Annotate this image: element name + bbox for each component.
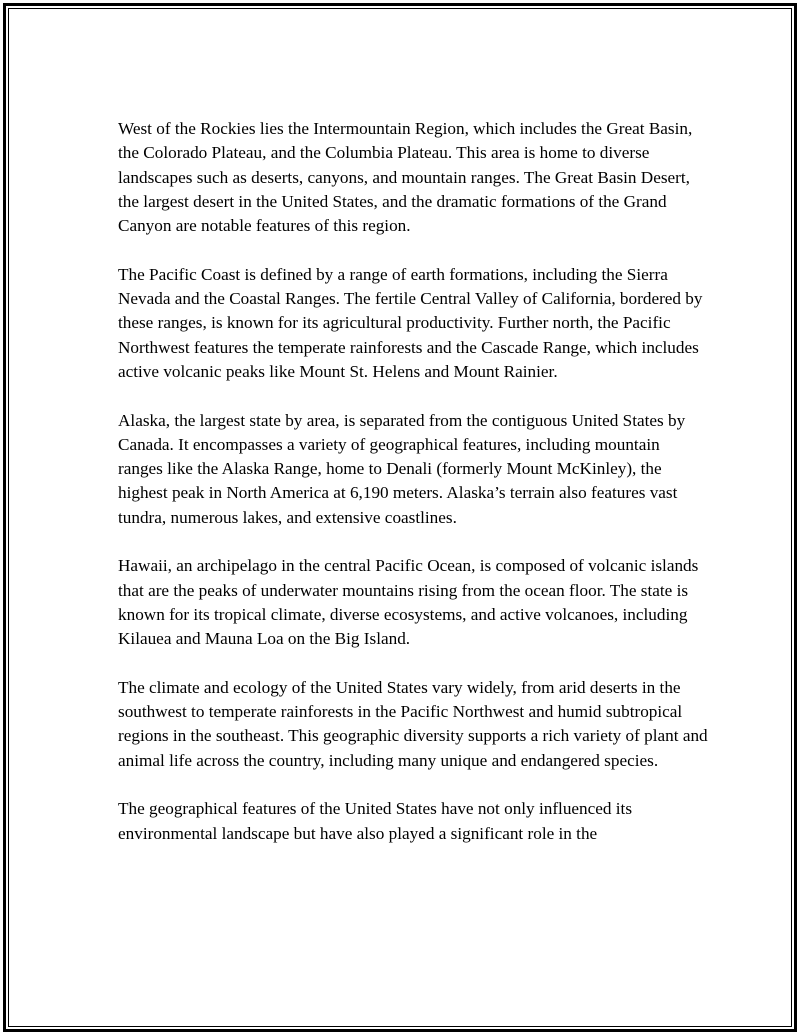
paragraph-pacific-coast: The Pacific Coast is defined by a range of earth formations, including the Sierra Nevada and the Coastal Ranges. The fertile Central Valley of California, bordered by these ranges, is known for its agricultural productivity. Further north, the Pacific Northwest features the temperate rainforests and the Cascade Range, which includes active volcanic peaks like Mount St. Helens and Mount Rainier. <box>118 264 703 381</box>
paragraph-hawaii: Hawaii, an archipelago in the central Pacific Ocean, is composed of volcanic islands that are the peaks of underwater mountains rising from the ocean floor. The state is known for its tropical climate, diverse ecosystems, and active volcanoes, including Kilauea and Mauna Loa on the Big Island. <box>118 556 699 649</box>
paragraph-climate-ecology: The climate and ecology of the United States vary widely, from arid deserts in the southwest to temperate rainforests in the Pacific Northwest and humid subtropical regions in the southeast. This geographic diversity supports a rich variety of plant and animal life across the country, including many unique and endangered species. <box>118 677 708 770</box>
document-body <box>118 117 708 870</box>
page-frame <box>3 3 797 1032</box>
paragraph-intermountain-region: West of the Rockies lies the Intermountain Region, which includes the Great Basin, the Colorado Plateau, and the Columbia Plateau. This area is home to diverse landscapes such as deserts, canyons, and mountain ranges. The Great Basin Desert, the largest desert in the United States, and the dramatic formations of the Grand Canyon are notable features of this region. <box>118 119 693 236</box>
paragraph-geographical-influence: The geographical features of the United States have not only influenced its environmental landscape but have also played a significant role in the <box>118 799 633 843</box>
paragraph-alaska: Alaska, the largest state by area, is separated from the contiguous United States by Canada. It encompasses a variety of geographical features, including mountain ranges like the Alaska Range, home to Denali (formerly Mount McKinley), the highest peak in North America at 6,190 meters. Alaska’s terrain also features vast tundra, numerous lakes, and extensive coastlines. <box>118 410 686 527</box>
